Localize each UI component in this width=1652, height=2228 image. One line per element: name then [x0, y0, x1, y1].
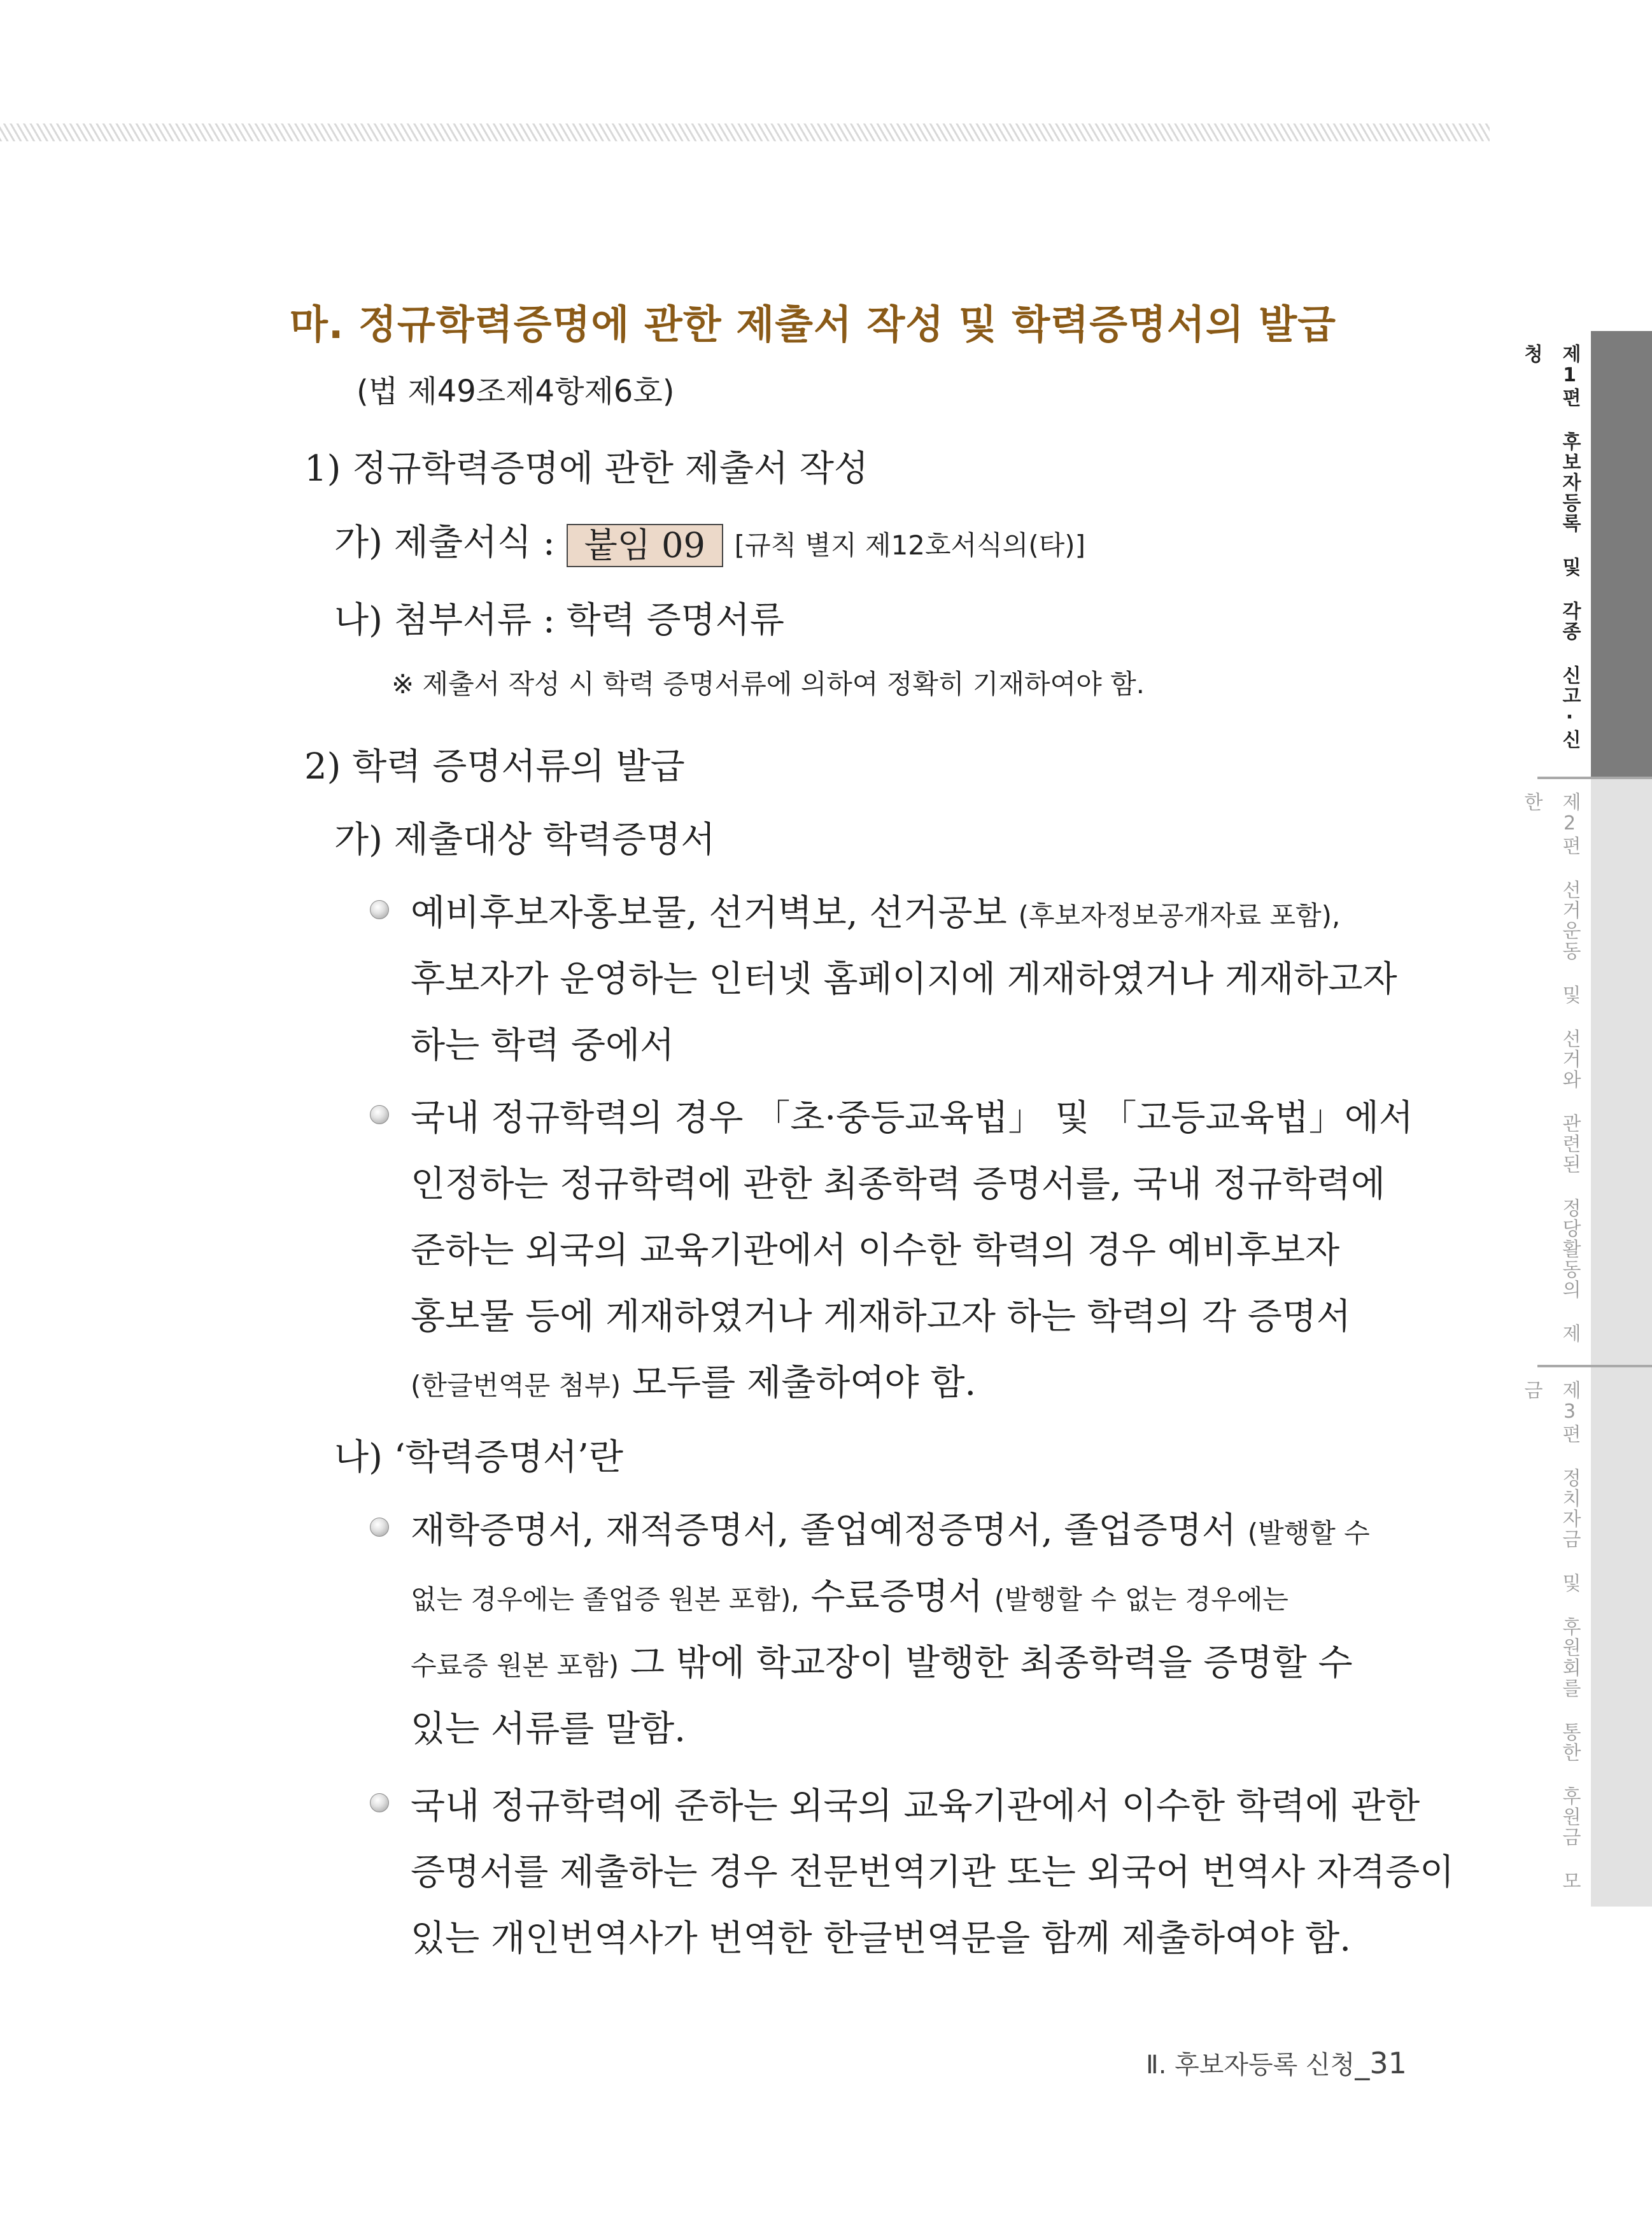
subsection-1-title: 1) 정규학력증명에 관한 제출서 작성 [304, 448, 869, 490]
certificate-definition-heading: 나) ‘학력증명서’란 [334, 1437, 623, 1478]
form-label: 가) 제출서식 : [334, 522, 555, 563]
chapter-tab-2[interactable] [1520, 779, 1652, 1365]
bullet-2-line-5 [411, 1355, 976, 1406]
bullet-1-line-3: 하는 학력 중에서 [411, 1025, 675, 1066]
chapter-tab-3-bar [1591, 1367, 1652, 1907]
bullet-3-line-2 [411, 1569, 1288, 1619]
chapter-tab-1-bar [1591, 331, 1652, 777]
law-reference: (법 제49조제4항제6호) [357, 374, 675, 409]
form-attachment-box: 붙임 09 [567, 524, 723, 567]
page-number: _31 [1355, 2046, 1407, 2080]
writing-note: ※ 제출서 작성 시 학력 증명서류에 의하여 정확히 기재하여야 함. [392, 668, 1145, 700]
bullet-3-line-1 [411, 1502, 1370, 1553]
bullet-item-1 [372, 885, 1397, 1076]
chapter-tab-3[interactable] [1520, 1367, 1652, 1907]
top-decorative-band [0, 123, 1490, 141]
bullet-3-line-2-main: 수료증명서 [810, 1576, 983, 1618]
bullet-circle-icon [370, 1105, 389, 1124]
chapter-tab-2-label: 제2편 선거운동 및 선거와 관련된 정당활동의 제한 [1520, 792, 1581, 1344]
bullet-3-line-4: 있는 서류를 말함. [411, 1709, 686, 1750]
bullet-item-3 [372, 1502, 1378, 1770]
bullet-3-line-1-small: (발행할 수 [1247, 1518, 1370, 1549]
bullet-3-line-2-small-a: 없는 경우에는 졸업증 원본 포함), [411, 1584, 800, 1615]
bullet-1-line-2: 후보자가 운영하는 인터넷 홈페이지에 게재하였거나 게재하고자 [411, 959, 1397, 1000]
bullet-1-line-1-main: 예비후보자홍보물, 선거벽보, 선거공보 [411, 892, 1007, 934]
chapter-tab-2-bar [1591, 779, 1652, 1365]
footer-section-title: Ⅱ. 후보자등록 신청 [1146, 2050, 1355, 2080]
chapter-tab-1[interactable] [1520, 331, 1652, 777]
bullet-3-line-3-small: 수료증 원본 포함) [411, 1650, 619, 1681]
chapter-tab-3-label: 제3편 정치자금 및 후원회를 통한 후원금 모금 [1520, 1380, 1581, 1891]
bullet-3-line-3 [411, 1635, 1353, 1686]
bullet-4-line-3: 있는 개인번역사가 번역한 한글번역문을 함께 제출하여야 함. [411, 1918, 1352, 1959]
bullet-circle-icon [370, 900, 389, 919]
bullet-item-4 [372, 1778, 1455, 1982]
bullet-2-line-5-small: (한글번역문 첨부) [411, 1370, 621, 1401]
bullet-circle-icon [370, 1793, 389, 1812]
bullet-1-line-1 [411, 885, 1340, 936]
chapter-index-sidebar [1520, 331, 1652, 1907]
bullet-2-line-4: 홍보물 등에 게재하였거나 게재하고자 하는 학력의 각 증명서 [411, 1296, 1352, 1337]
bullet-4-line-1: 국내 정규학력에 준하는 외국의 교육기관에서 이수한 학력에 관한 [411, 1786, 1420, 1827]
bullet-3-line-2-small-b: (발행할 수 없는 경우에는 [994, 1584, 1288, 1615]
subsection-2-title: 2) 학력 증명서류의 발급 [304, 746, 685, 787]
bullet-2-line-2: 인정하는 정규학력에 관한 최종학력 증명서를, 국내 정규학력에 [411, 1164, 1386, 1205]
bullet-2-line-1: 국내 정규학력의 경우 「초·중등교육법」 및 「고등교육법」에서 [411, 1097, 1414, 1139]
form-row [334, 514, 1085, 567]
bullet-4-line-2: 증명서를 제출하는 경우 전문번역기관 또는 외국어 번역사 자격증이 [411, 1852, 1455, 1893]
bullet-item-2 [372, 1090, 1414, 1421]
bullet-2-line-3: 준하는 외국의 교육기관에서 이수한 학력의 경우 예비후보자 [411, 1230, 1340, 1271]
page-footer [1146, 2045, 1407, 2081]
section-heading: 마. 정규학력증명에 관한 제출서 작성 및 학력증명서의 발급 [290, 301, 1337, 348]
bullet-3-line-1-main: 재학증명서, 재적증명서, 졸업예정증명서, 졸업증명서 [411, 1510, 1236, 1551]
form-rule-reference: [규칙 별지 제12호서식의(타)] [734, 530, 1086, 561]
chapter-tab-1-label: 제1편 후보자등록 및 각종 신고·신청 [1520, 344, 1581, 750]
bullet-2-line-5-main: 모두를 제출하여야 함. [632, 1362, 977, 1404]
bullet-circle-icon [370, 1518, 389, 1537]
bullet-1-line-1-small: (후보자정보공개자료 포함), [1018, 900, 1341, 931]
submission-target-heading: 가) 제출대상 학력증명서 [334, 819, 716, 861]
bullet-3-line-3-main: 그 밖에 학교장이 발행한 최종학력을 증명할 수 [630, 1642, 1353, 1684]
attached-documents-line: 나) 첨부서류 : 학력 증명서류 [334, 600, 784, 641]
